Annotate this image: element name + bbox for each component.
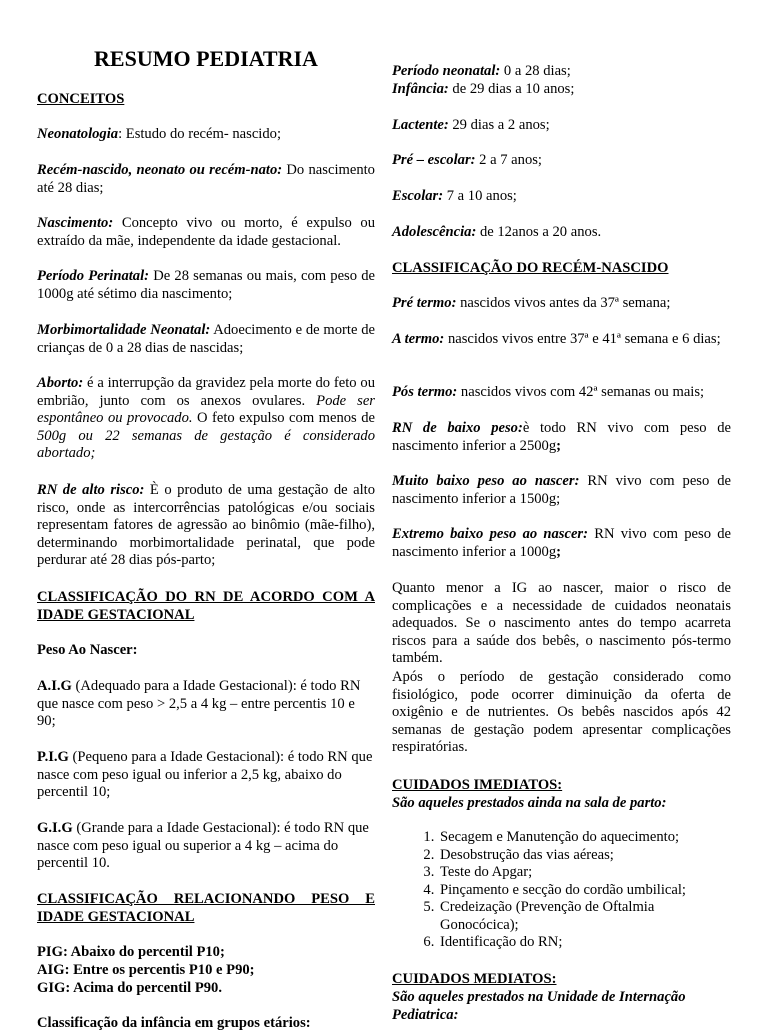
aborto-term: Aborto:	[37, 375, 84, 391]
gig-term: G.I.G	[37, 820, 73, 836]
list-item: 6. Identificação do RN;	[438, 934, 731, 952]
pre-escolar-line: Pré – escolar: 2 a 7 anos;	[392, 152, 542, 168]
cuidados-mediatos-heading: CUIDADOS MEDIATOS:	[392, 971, 557, 987]
adolescencia-term: Adolescência:	[392, 224, 477, 240]
peso-ao-nascer-heading: Peso Ao Nascer:	[37, 642, 138, 658]
muito-baixo-peso-line: Muito baixo peso ao nascer: RN vivo com peso de nascimento inferior a 1500g;	[392, 473, 731, 507]
infancia-line: Infância: de 29 dias a 10 anos;	[392, 81, 575, 97]
pig-term: P.I.G	[37, 749, 69, 765]
infancia-grupos-heading: Classificação da infância em grupos etários:	[37, 1015, 311, 1031]
aig-definition: A.I.G (Adequado para a Idade Gestacional): é todo RN que nasce com peso > 2,5 a 4 kg – entre percentis 10 e 90;	[37, 678, 361, 729]
muito-baixo-peso-term: Muito baixo peso ao nascer:	[392, 473, 580, 489]
gig-percentil-line: GIG: Acima do percentil P90.	[37, 980, 222, 996]
list-item: 5. Credeização (Prevenção de Oftalmia Gonocócica);	[438, 899, 731, 934]
classificacao-rn-heading: CLASSIFICAÇÃO DO RECÉM-NASCIDO	[392, 260, 669, 276]
morbimortalidade-definition: Morbimortalidade Neonatal: Adoecimento e de morte de crianças de 0 a 28 dias de nascidas;	[37, 322, 375, 356]
cuidados-imediatos-heading: CUIDADOS IMEDIATOS:	[392, 777, 563, 793]
pre-termo-term: Pré termo:	[392, 295, 457, 311]
recem-nascido-definition: Recém-nascido, neonato ou recém-nato: Do nascimento até 28 dias;	[37, 162, 375, 196]
list-item: 3. Teste do Apgar;	[438, 864, 731, 882]
nascimento-definition: Nascimento: Concepto vivo ou morto, é expulso ou extraído da mãe, independente da idade gestacional.	[37, 215, 375, 249]
periodo-perinatal-term: Período Perinatal:	[37, 268, 150, 284]
adolescencia-line: Adolescência: de 12anos a 20 anos.	[392, 224, 602, 240]
cuidados-mediatos-subtitle: São aqueles prestados na Unidade de Internação Pediatrica:	[392, 989, 686, 1023]
extremo-baixo-peso-line: Extremo baixo peso ao nascer: RN vivo com peso de nascimento inferior a 1000g;	[392, 526, 731, 560]
aborto-definition: Aborto: é a interrupção da gravidez pela morte do feto ou embrião, junto com os anexos ovulares. Pode ser espontâneo ou provocado. O feto expulso com menos de 500g ou 22 semanas de gestação é considerado abortado;	[37, 375, 375, 461]
periodo-neonatal-term: Período neonatal:	[392, 63, 501, 79]
pre-escolar-term: Pré – escolar:	[392, 152, 476, 168]
escolar-term: Escolar:	[392, 188, 444, 204]
escolar-line: Escolar: 7 a 10 anos;	[392, 188, 517, 204]
extremo-baixo-peso-term: Extremo baixo peso ao nascer:	[392, 526, 588, 542]
cuidados-imediatos-subtitle: São aqueles prestados ainda na sala de parto:	[392, 795, 667, 811]
list-item: 2. Desobstrução das vias aéreas;	[438, 847, 731, 865]
conceitos-heading: CONCEITOS	[37, 91, 125, 107]
pos-termo-paragraph: Após o período de gestação considerado como fisiológico, pode ocorrer diminuição da oferta de oxigênio e de nutrientes. Os bebês nascidos após 42 semanas de gestação podem apresentar complicações respiratórias.	[392, 669, 731, 755]
pig-percentil-line: PIG: Abaixo do percentil P10;	[37, 944, 225, 960]
pos-termo-line: Pós termo: nascidos vivos com 42ª semanas ou mais;	[392, 384, 705, 400]
nascimento-term: Nascimento:	[37, 215, 114, 231]
a-termo-term: A termo:	[392, 331, 445, 347]
classificacao-peso-heading: CLASSIFICAÇÃO RELACIONANDO PESO E IDADE GESTACIONAL	[37, 891, 375, 925]
recem-nascido-term: Recém-nascido, neonato ou recém-nato:	[37, 162, 283, 178]
cuidados-imediatos-list-wrap	[392, 829, 731, 952]
lactente-term: Lactente:	[392, 117, 449, 133]
cuidados-imediatos-list	[392, 829, 731, 952]
list-item: 4. Pinçamento e secção do cordão umbilical;	[438, 882, 731, 900]
aig-term: A.I.G	[37, 678, 72, 694]
page-title: RESUMO PEDIATRIA	[94, 46, 318, 71]
morbimortalidade-term: Morbimortalidade Neonatal:	[37, 322, 211, 338]
infancia-term: Infância:	[392, 81, 449, 97]
pos-termo-term: Pós termo:	[392, 384, 458, 400]
neonatologia-term: Neonatologia	[37, 126, 119, 142]
a-termo-line: A termo: nascidos vivos entre 37ª e 41ª semana e 6 dias;	[392, 331, 721, 347]
lactente-line: Lactente: 29 dias a 2 anos;	[392, 117, 550, 133]
rn-alto-risco-term: RN de alto risco:	[37, 482, 145, 498]
aig-percentil-line: AIG: Entre os percentis P10 e P90;	[37, 962, 255, 978]
rn-baixo-peso-line: RN de baixo peso:è todo RN vivo com peso de nascimento inferior a 2500g;	[392, 420, 731, 454]
periodo-perinatal-definition: Período Perinatal: De 28 semanas ou mais, com peso de 1000g até sétimo dia nascimento;	[37, 268, 375, 302]
gig-definition: G.I.G (Grande para a Idade Gestacional): é todo RN que nasce com peso igual ou superior a 4 kg – acima do percentil 10.	[37, 820, 369, 871]
periodo-neonatal-line: Período neonatal: 0 a 28 dias;	[392, 63, 571, 79]
rn-alto-risco-definition: RN de alto risco: È o produto de uma gestação de alto risco, onde as intercorrências patológicas e/ou sociais representam fatores de agressão ao binômio (mãe-filho), determinando morbimortalidade perinatal, que pode perdurar até 28 dias pós-parto;	[37, 482, 376, 568]
list-item: 1. Secagem e Manutenção do aquecimento;	[438, 829, 731, 847]
classificacao-ig-heading: CLASSIFICAÇÃO DO RN DE ACORDO COM A IDADE GESTACIONAL	[37, 589, 375, 623]
rn-baixo-peso-term: RN de baixo peso:	[392, 420, 523, 436]
neonatologia-definition: Neonatologia: Estudo do recém- nascido;	[37, 126, 281, 142]
pig-definition: P.I.G (Pequeno para a Idade Gestacional): é todo RN que nasce com peso igual ou inferior a 2,5 kg, abaixo do percentil 10;	[37, 749, 373, 800]
pre-termo-line: Pré termo: nascidos vivos antes da 37ª semana;	[392, 295, 671, 311]
ig-risco-paragraph: Quanto menor a IG ao nascer, maior o risco de complicações e a necessidade de cuidados neonatais adequados. Se o nascimento antes do tempo acarreta riscos para a saúde dos bebês, o nascimento pós-termo também.	[392, 580, 731, 666]
